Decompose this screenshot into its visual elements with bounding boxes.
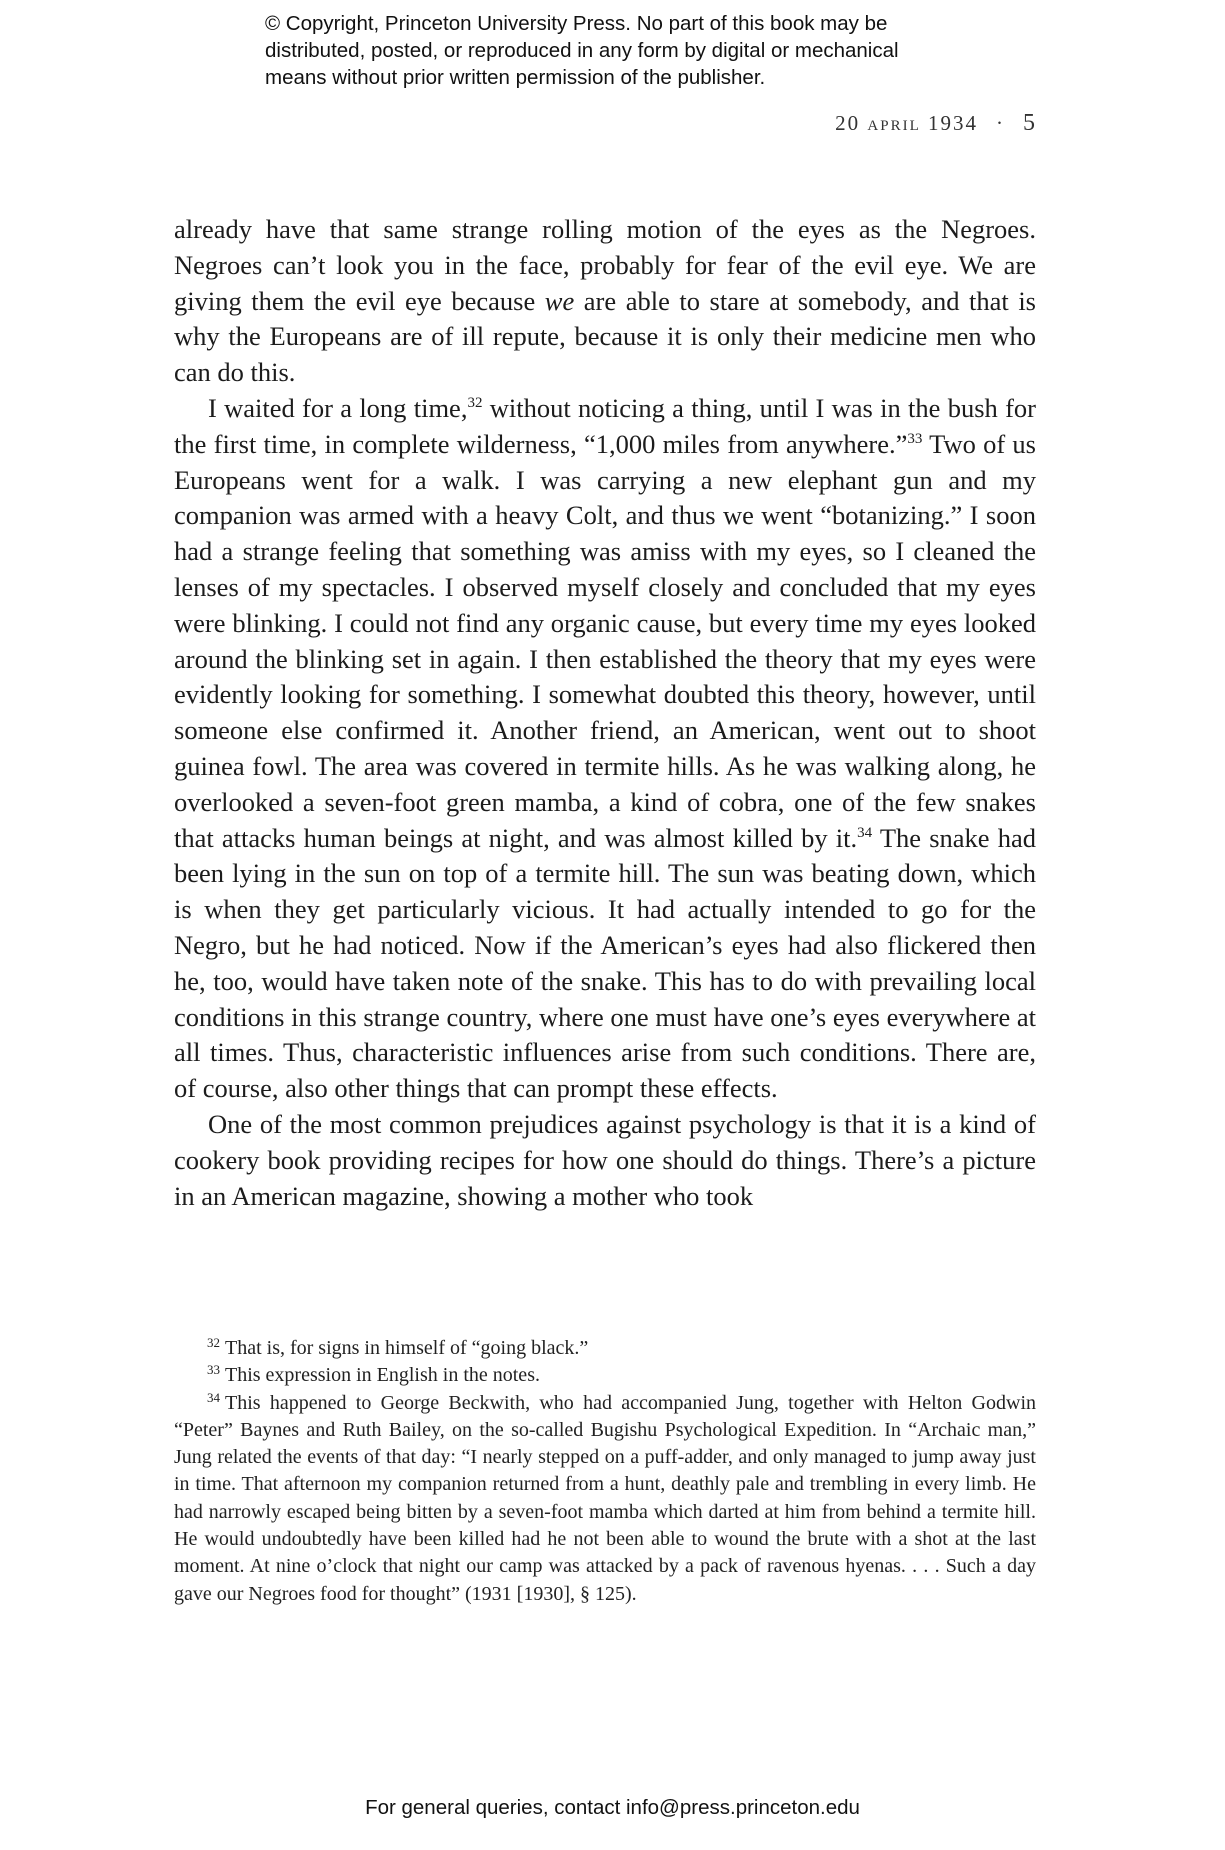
footnote-text: This happened to George Beckwith, who had accompanied Jung, together with Helton Godwin “Peter” Baynes and Ruth Bailey, on the so-called Bugishu Psychological Expedition. In “Archaic man,” Jung related the events of that day: “I nearly stepped on a puff-adder, and only managed to jump away just in time. That afternoon my companion returned from a hunt, deathly pale and trembling in every limb. He had narrowly escaped being bitten by a seven-foot mamba which darted at him from behind a termite hill. He would undoubtedly have been killed had he not been able to wound the brute with a shot at the last moment. At nine o’clock that night our camp was attacked by a pack of ravenous hyenas. . . . Such a day gave our Negroes food for thought” (1931 [1930], § 125). xyxy=(174,1391,1036,1605)
text-run: I waited for a long time, xyxy=(208,392,468,423)
footnote-number: 33 xyxy=(207,1362,220,1378)
text-run: Two of us Europeans went for a walk. I was carrying a new elephant gun and my companion was armed with a heavy Colt, and thus we went “botanizing.” I soon had a strange feeling that something was amiss with my eyes, so I cleaned the lenses of my spectacles. I observed myself closely and concluded that my eyes were blinking. I could not find any organic cause, but every time my eyes looked around the blinking set in again. I then established the theory that my eyes were evidently looking for something. I somewhat doubted this theory, however, until someone else confirmed it. Another friend, an American, went out to shoot guinea fowl. The area was covered in termite hills. As he was walking along, he overlooked a seven-foot green mamba, a kind of cobra, one of the few snakes that attacks human beings at night, and was almost killed by it. xyxy=(174,428,1036,853)
page-number: 5 xyxy=(1023,110,1035,136)
footnote xyxy=(174,1335,1036,1362)
paragraph xyxy=(174,391,1036,1107)
paragraph: One of the most common prejudices against psychology is that it is a kind of cookery book providing recipes for how one should do things. There’s a picture in an American magazine, showing a mother who took xyxy=(174,1108,1036,1211)
footnote xyxy=(174,1362,1036,1389)
footnote-number: 32 xyxy=(207,1335,220,1350)
copyright-line: © Copyright, Princeton University Press. No part of this book may be xyxy=(265,12,888,35)
text-run: without noticing a thing, until I was in the bush for the first time, in complete wilderness, “1,000 miles from anywhere.” xyxy=(174,392,1036,459)
copyright-notice xyxy=(265,10,1025,91)
main-text xyxy=(174,212,1036,1214)
footnote-number: 34 xyxy=(207,1389,220,1405)
text-run: The snake had been lying in the sun on top of a termite hill. The sun was beating down, which is when they get particularly vicious. It had actually intended to go for the Negro, but he had noticed. Now if the American’s eyes had also flickered then he, too, would have taken note of the snake. This has to do with prevailing local conditions in this strange country, where one must have one’s eyes everywhere at all times. Thus, characteristic influences arise from such conditions. There are, of course, also other things that can prompt these effects. xyxy=(174,822,1036,1104)
footer-contact: For general queries, contact info@press.princeton.edu xyxy=(365,1796,860,1819)
footnote-ref[interactable]: 34 xyxy=(857,824,873,841)
footnote xyxy=(174,1390,1036,1608)
copyright-line: distributed, posted, or reproduced in any form by digital or mechanical xyxy=(265,39,899,62)
footnote-ref[interactable]: 32 xyxy=(467,394,483,411)
footnotes xyxy=(174,1335,1036,1608)
footnote-ref[interactable]: 33 xyxy=(907,430,923,447)
emphasis: we xyxy=(544,285,575,316)
copyright-line: means without prior written permission of the publisher. xyxy=(265,66,766,89)
footnote-text: This expression in English in the notes. xyxy=(225,1364,540,1387)
text-run: already have that same strange rolling motion of the eyes as the Negroes. Negroes can’t look you in the face, probably for fear of the evil eye. We are giving them the evil eye because xyxy=(174,214,1036,316)
running-head-date: 20 april 1934 xyxy=(835,111,978,135)
paragraph xyxy=(174,212,1036,391)
footnote-text: That is, for signs in himself of “going black.” xyxy=(225,1337,589,1359)
running-head-separator: · xyxy=(996,111,1005,135)
running-head xyxy=(175,110,1035,137)
text-run: are able to stare at somebody, and that is why the Europeans are of ill repute, because it is only their medicine men who can do this. xyxy=(174,285,1036,388)
